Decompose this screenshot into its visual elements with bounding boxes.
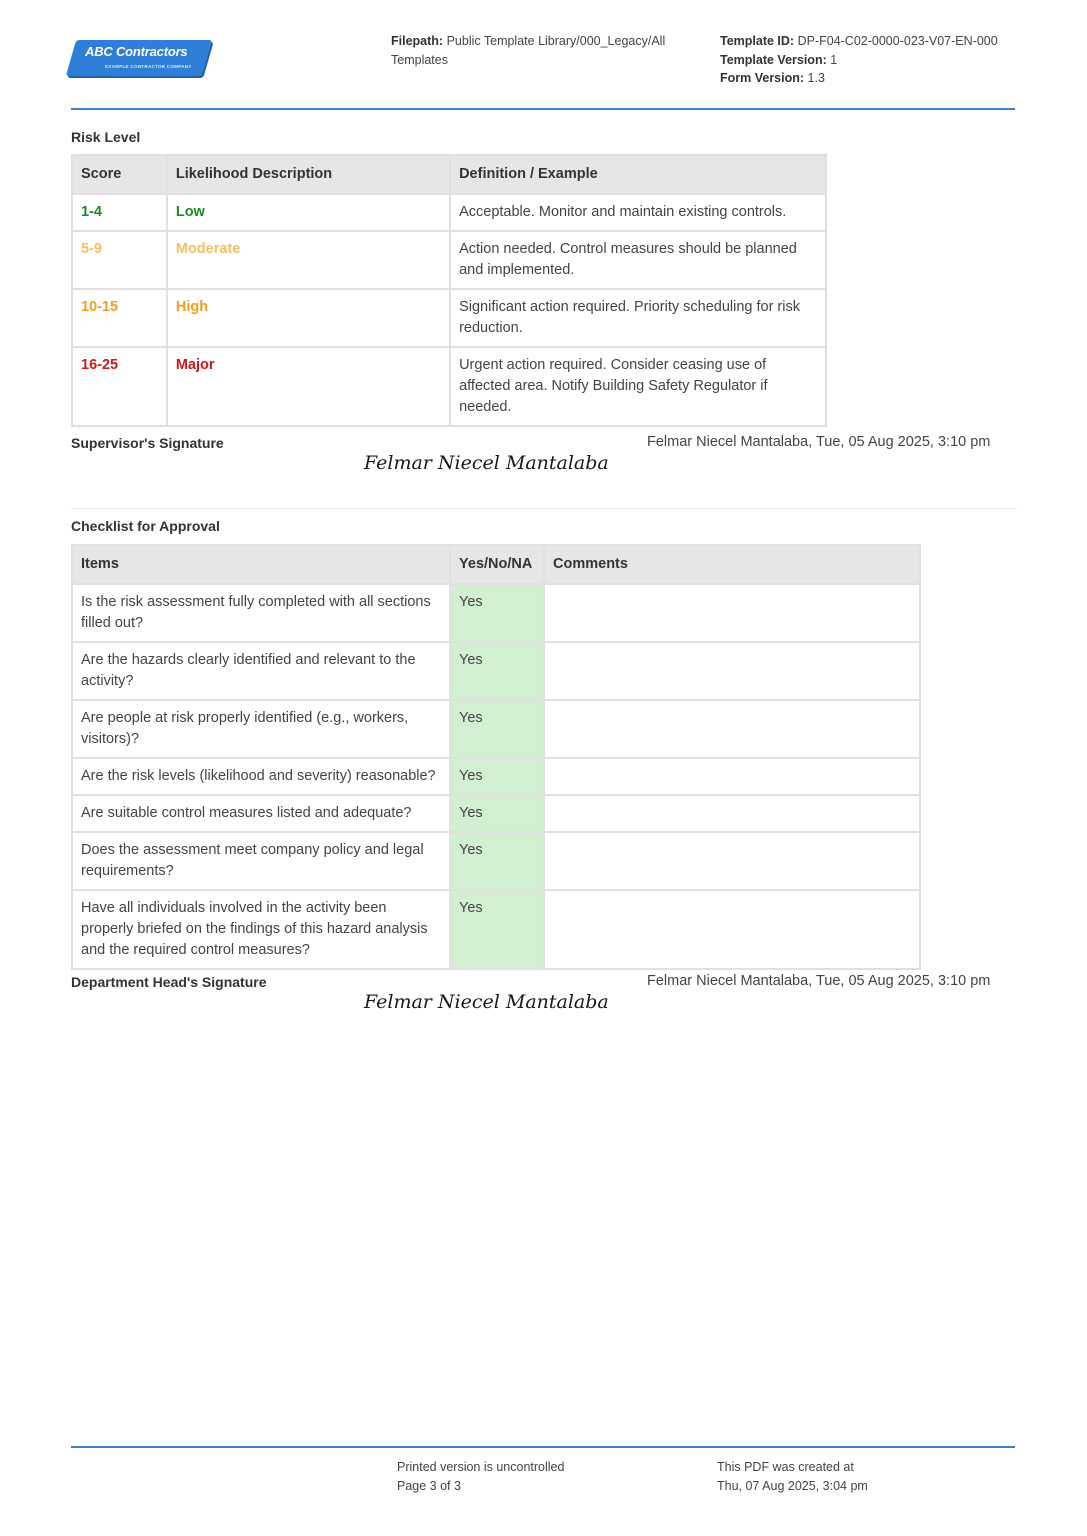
template-id-line [720, 32, 1020, 51]
section-divider [71, 508, 1017, 509]
supervisor-signature-image [362, 447, 614, 479]
column-header-likelihood: Likelihood Description [167, 155, 450, 194]
footer-divider [71, 1446, 1015, 1448]
table-row [72, 642, 920, 700]
risk-score: 16-25 [72, 347, 167, 426]
checklist-answer: Yes [450, 642, 544, 700]
template-id-value: DP-F04-C02-0000-023-V07-EN-000 [797, 34, 998, 48]
filepath-block [391, 32, 691, 69]
uncontrolled-notice: Printed version is uncontrolled [397, 1460, 565, 1474]
checklist-item: Are the hazards clearly identified and relevant to the activity? [72, 642, 450, 700]
company-logo [71, 40, 207, 78]
risk-definition: Acceptable. Monitor and maintain existing controls. [450, 194, 826, 231]
table-row [72, 584, 920, 642]
form-version-label: Form Version: [720, 71, 805, 85]
risk-definition: Urgent action required. Consider ceasing use of affected area. Notify Building Safety Regulator if needed. [450, 347, 826, 426]
template-meta-block [720, 32, 1020, 88]
form-version-line [720, 69, 1020, 88]
table-row [72, 890, 920, 969]
table-row [72, 700, 920, 758]
risk-likelihood: High [167, 289, 450, 347]
checklist-item: Is the risk assessment fully completed with all sections filled out? [72, 584, 450, 642]
table-row [72, 231, 826, 289]
created-timestamp: Thu, 07 Aug 2025, 3:04 pm [717, 1478, 868, 1493]
footer-right [717, 1458, 868, 1495]
checklist-answer: Yes [450, 832, 544, 890]
checklist-item: Are the risk levels (likelihood and severity) reasonable? [72, 758, 450, 795]
template-id-label: Template ID: [720, 34, 795, 48]
column-header-answer: Yes/No/NA [450, 545, 544, 584]
checklist-item: Are people at risk properly identified (e.g., workers, visitors)? [72, 700, 450, 758]
checklist-comment [544, 758, 920, 795]
signature-text: Felmar Niecel Mantalaba [364, 991, 609, 1013]
checklist-title: Checklist for Approval [71, 518, 220, 534]
checklist-answer: Yes [450, 584, 544, 642]
risk-likelihood: Low [167, 194, 450, 231]
checklist-comment [544, 890, 920, 969]
table-row [72, 758, 920, 795]
template-version-label: Template Version: [720, 52, 827, 67]
checklist-answer: Yes [450, 700, 544, 758]
checklist-table [71, 544, 921, 970]
supervisor-signature-info: Felmar Niecel Mantalaba, Tue, 05 Aug 2025, 3:10 pm [647, 434, 991, 450]
column-header-score: Score [72, 155, 167, 194]
table-header-row [72, 545, 920, 584]
supervisor-signature-label: Supervisor's Signature [71, 435, 224, 451]
checklist-item: Are suitable control measures listed and adequate? [72, 795, 450, 832]
template-version-value: 1 [830, 52, 838, 67]
checklist-comment [544, 832, 920, 890]
table-header-row [72, 155, 826, 194]
table-row [72, 347, 826, 426]
department-head-signature-label: Department Head's Signature [71, 974, 267, 990]
table-row [72, 795, 920, 832]
department-head-signature-info: Felmar Niecel Mantalaba, Tue, 05 Aug 2025, 3:10 pm [647, 973, 991, 989]
risk-score: 10-15 [72, 289, 167, 347]
template-version-line [720, 51, 1020, 70]
checklist-comment [544, 642, 920, 700]
checklist-comment [544, 700, 920, 758]
risk-likelihood: Moderate [167, 231, 450, 289]
risk-level-table [71, 154, 827, 427]
filepath-label: Filepath: [391, 34, 444, 48]
risk-score: 1-4 [72, 194, 167, 231]
page-header [71, 30, 1015, 110]
risk-likelihood: Major [167, 347, 450, 426]
checklist-item: Does the assessment meet company policy and legal requirements? [72, 832, 450, 890]
column-header-definition: Definition / Example [450, 155, 826, 194]
table-row [72, 194, 826, 231]
checklist-answer: Yes [450, 795, 544, 832]
checklist-comment [544, 584, 920, 642]
column-header-comments: Comments [544, 545, 920, 584]
risk-level-title: Risk Level [71, 129, 141, 145]
created-label: This PDF was created at [717, 1460, 854, 1474]
risk-score: 5-9 [72, 231, 167, 289]
checklist-answer: Yes [450, 890, 544, 969]
checklist-item: Have all individuals involved in the activity been properly briefed on the findings of this hazard analysis and the required control measures? [72, 890, 450, 969]
page-number: Page 3 of 3 [397, 1478, 461, 1493]
table-row [72, 289, 826, 347]
department-head-signature-image [362, 986, 614, 1018]
table-row [72, 832, 920, 890]
filepath-value: Public Template Library/000_Legacy/All Templates [391, 34, 666, 67]
column-header-items: Items [72, 545, 450, 584]
checklist-answer: Yes [450, 758, 544, 795]
risk-definition: Action needed. Control measures should be planned and implemented. [450, 231, 826, 289]
header-divider [71, 108, 1015, 110]
form-version-value: 1.3 [807, 71, 825, 85]
footer-left [397, 1458, 564, 1495]
signature-text: Felmar Niecel Mantalaba [364, 452, 609, 474]
logo-subtitle: EXAMPLE CONTRACTOR COMPANY [105, 64, 192, 69]
checklist-comment [544, 795, 920, 832]
logo-title: ABC Contractors [85, 44, 188, 59]
risk-definition: Significant action required. Priority scheduling for risk reduction. [450, 289, 826, 347]
